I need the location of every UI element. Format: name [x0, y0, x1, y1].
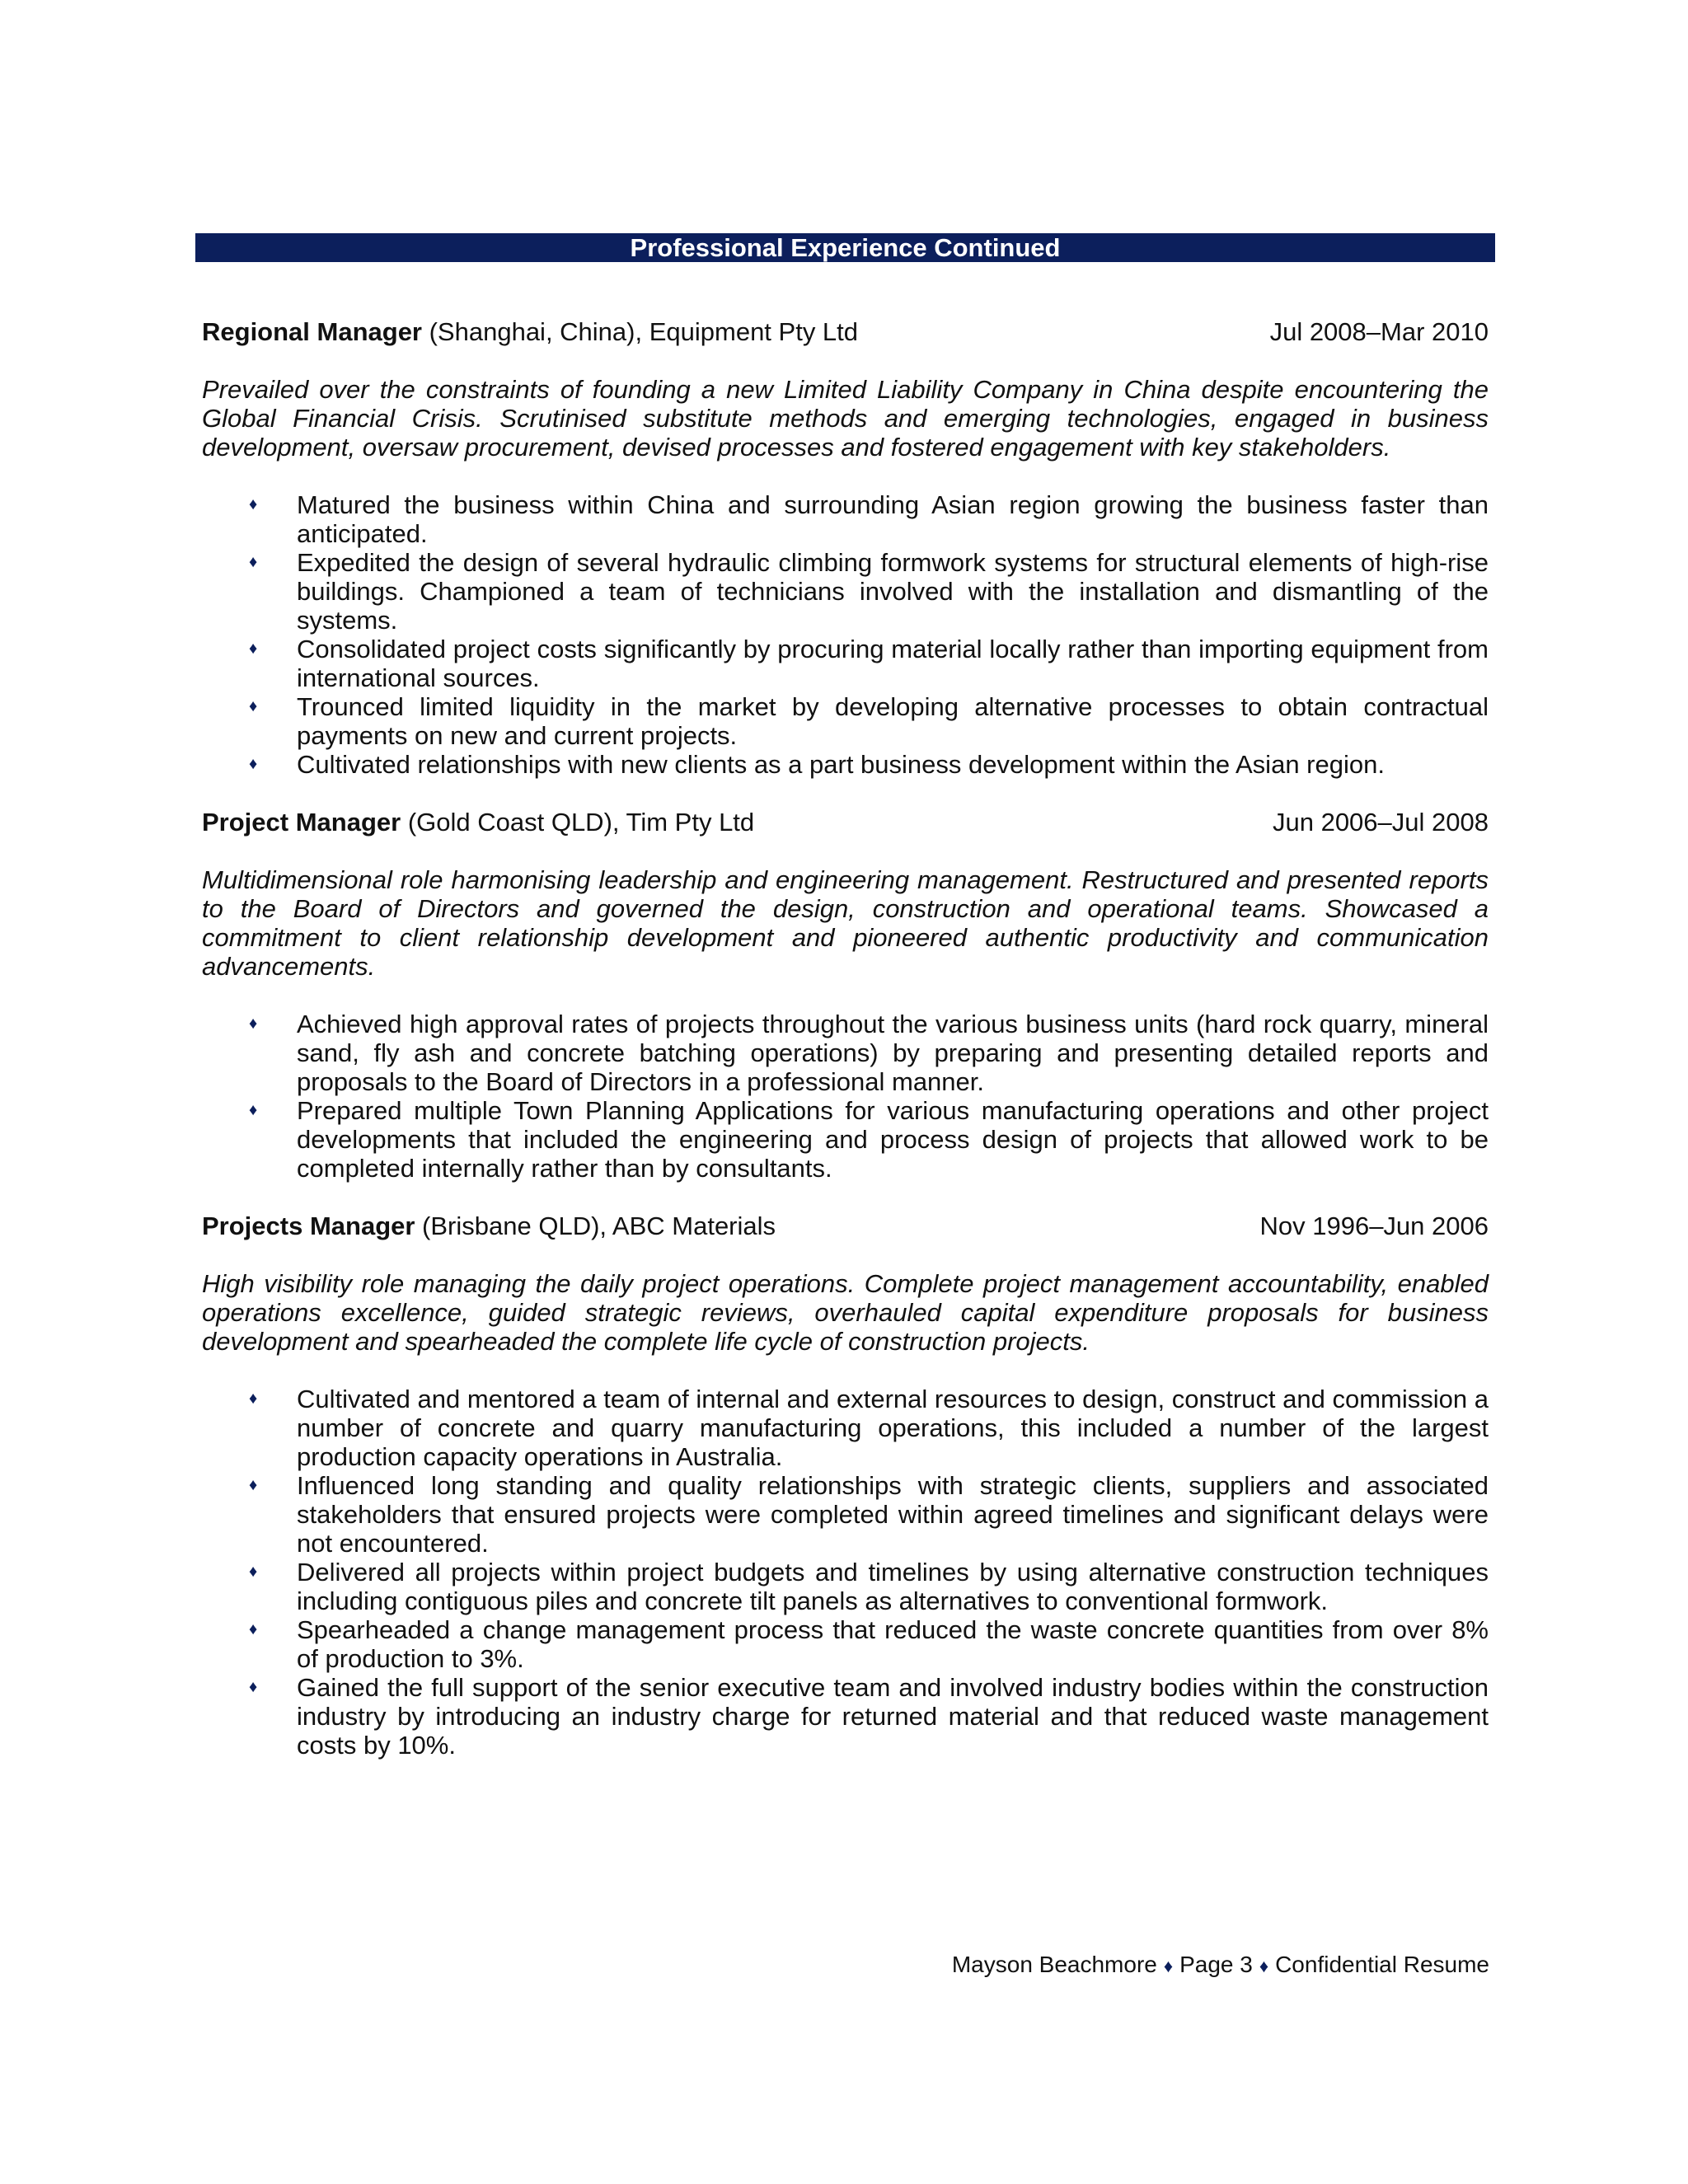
job-role — [202, 317, 858, 346]
job-entry-regional-manager — [195, 317, 1495, 779]
footer-name: Mayson Beachmore — [951, 1952, 1157, 1977]
job-summary: High visibility role managing the daily project operations. Complete project management accountability, enabled operations excellence, guided strategic reviews, overhauled capital expenditure proposals for business development and spearheaded the complete life cycle of construction projects. — [202, 1269, 1489, 1356]
job-title: Regional Manager — [202, 317, 422, 346]
job-header — [195, 1212, 1495, 1240]
diamond-bullet-icon: ♦ — [249, 1101, 258, 1119]
list-item: ♦ Gained the full support of the senior executive team and involved industry bodies within the construction industry by introducing an industry charge for returned material and that reduced waste management costs by 10%. — [249, 1673, 1489, 1760]
footer-note: Confidential Resume — [1275, 1952, 1489, 1977]
section-heading: Professional Experience Continued — [195, 233, 1495, 262]
job-role — [202, 1212, 776, 1240]
resume-page — [195, 233, 1495, 1760]
job-dates: Jun 2006–Jul 2008 — [1272, 808, 1489, 837]
footer-page-number: Page 3 — [1179, 1952, 1253, 1977]
job-summary: Multidimensional role harmonising leadership and engineering management. Restructured and presented reports to the Board of Directors and governed the design, construction and operational teams. Showcased a commitment to client relationship development and pioneered authentic productivity and communication advancements. — [202, 865, 1489, 981]
diamond-bullet-icon: ♦ — [249, 1015, 258, 1033]
diamond-bullet-icon: ♦ — [249, 1476, 258, 1494]
job-title: Project Manager — [202, 808, 401, 837]
job-header — [195, 317, 1495, 346]
diamond-bullet-icon: ♦ — [249, 640, 258, 658]
list-item: ♦ Delivered all projects within project budgets and timelines by using alternative construction techniques including contiguous piles and concrete tilt panels as alternatives to conventional formwork. — [249, 1558, 1489, 1615]
list-item: ♦ Prepared multiple Town Planning Applications for various manufacturing operations and other project developments that included the engineering and process design of projects that allowed work to be completed internally rather than by consultants. — [249, 1096, 1489, 1183]
diamond-bullet-icon: ♦ — [249, 553, 258, 571]
job-location-company: (Gold Coast QLD), Tim Pty Ltd — [401, 808, 755, 837]
job-header — [195, 808, 1495, 837]
achievement-list — [195, 1010, 1495, 1183]
list-item: ♦ Trounced limited liquidity in the market by developing alternative processes to obtain contractual payments on new and current projects. — [249, 692, 1489, 750]
list-item: ♦ Matured the business within China and surrounding Asian region growing the business faster than anticipated. — [249, 490, 1489, 548]
diamond-separator-icon: ♦ — [1163, 1956, 1174, 1976]
diamond-bullet-icon: ♦ — [249, 495, 258, 513]
job-location-company: (Shanghai, China), Equipment Pty Ltd — [422, 317, 859, 346]
list-item: ♦ Cultivated relationships with new clients as a part business development within the Asian region. — [249, 750, 1385, 779]
job-summary: Prevailed over the constraints of founding a new Limited Liability Company in China despite encountering the Global Financial Crisis. Scrutinised substitute methods and emerging technologies, engaged in business development, oversaw procurement, devised processes and fostered engagement with key stakeholders. — [202, 375, 1489, 462]
achievement-list — [195, 490, 1495, 779]
list-item: ♦ Consolidated project costs significantly by procuring material locally rather than importing equipment from international sources. — [249, 635, 1489, 692]
list-item: ♦ Achieved high approval rates of projects throughout the various business units (hard rock quarry, mineral sand, fly ash and concrete batching operations) by preparing and presenting detailed reports and proposals to the Board of Directors in a professional manner. — [249, 1010, 1489, 1096]
diamond-bullet-icon: ♦ — [249, 1390, 258, 1408]
diamond-separator-icon: ♦ — [1259, 1956, 1269, 1976]
job-dates: Jul 2008–Mar 2010 — [1269, 317, 1489, 346]
list-item: ♦ Spearheaded a change management process that reduced the waste concrete quantities from over 8% of production to 3%. — [249, 1615, 1489, 1673]
job-entry-project-manager — [195, 808, 1495, 1183]
diamond-bullet-icon: ♦ — [249, 1678, 258, 1696]
job-entry-projects-manager — [195, 1212, 1495, 1760]
diamond-bullet-icon: ♦ — [249, 755, 258, 773]
page-footer — [952, 1951, 1489, 1980]
diamond-bullet-icon: ♦ — [249, 1620, 258, 1638]
list-item: ♦ Influenced long standing and quality relationships with strategic clients, suppliers and associated stakeholders that ensured projects were completed within agreed timelines and significant delays were not encountered. — [249, 1471, 1489, 1558]
list-item: ♦ Cultivated and mentored a team of internal and external resources to design, construct and commission a number of concrete and quarry manufacturing operations, this included a number of the largest production capacity operations in Australia. — [249, 1385, 1489, 1471]
job-dates: Nov 1996–Jun 2006 — [1259, 1212, 1489, 1240]
achievement-list — [195, 1385, 1495, 1760]
diamond-bullet-icon: ♦ — [249, 1563, 258, 1581]
list-item: ♦ Expedited the design of several hydraulic climbing formwork systems for structural elements of high-rise buildings. Championed a team of technicians involved with the installation and dismantling of the systems. — [249, 548, 1489, 635]
job-location-company: (Brisbane QLD), ABC Materials — [415, 1212, 776, 1240]
job-title: Projects Manager — [202, 1212, 415, 1240]
job-role — [202, 808, 754, 837]
diamond-bullet-icon: ♦ — [249, 697, 258, 715]
